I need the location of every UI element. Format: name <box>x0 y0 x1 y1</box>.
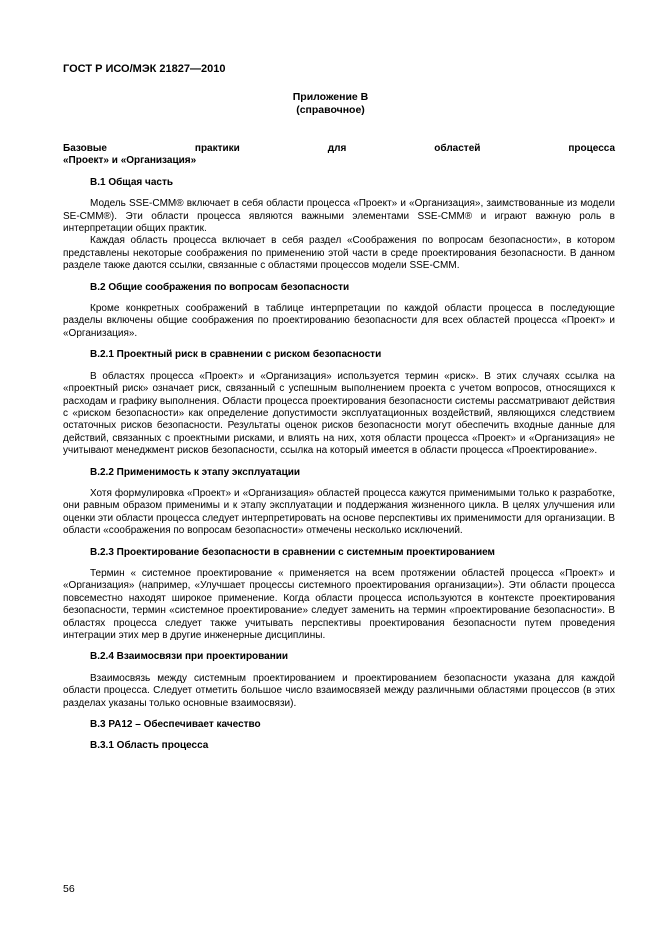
annex-title: Приложение В <box>292 91 369 103</box>
section-heading: В.2.3 Проектирование безопасности в сравнении с системным проектированием <box>90 546 495 558</box>
section-heading: В.2.2 Применимость к этапу эксплуатации <box>90 466 301 478</box>
paragraph: Хотя формулировка «Проект» и «Организация» областей процесса кажутся применимыми только к разработке, они равным образом применимы и к этапу эксплуатации и поддержания жизненного цикла. В целях улучшения или оценки эти области процесса следует интерпретировать на основе перспективы их применимости для организации. В области «соображения по вопросам безопасности» отмечены несколько исключений. <box>63 487 615 537</box>
doc-title-word: процесса <box>568 143 615 154</box>
page-number: 56 <box>63 883 75 895</box>
section-heading: В.3 РА12 – Обеспечивает качество <box>90 719 261 731</box>
doc-title-word: для <box>327 143 347 154</box>
section-heading: В.2.4 Взаимосвязи при проектировании <box>90 651 289 663</box>
annex-heading <box>0 91 661 116</box>
document-body <box>63 143 615 753</box>
doc-title-word: практики <box>194 143 240 154</box>
section-heading: В.3.1 Область процесса <box>90 740 209 752</box>
doc-title-word: Базовые <box>63 143 107 154</box>
section-heading: В.2.1 Проектный риск в сравнении с риском безопасности <box>90 349 382 361</box>
section-heading: В.2 Общие соображения по вопросам безопасности <box>90 281 350 293</box>
paragraph: Каждая область процесса включает в себя раздел «Соображения по вопросам безопасности», в котором представлены некоторые соображения по применению этой части в среде проектирования безопасности. В данном разделе также даются ссылки, связанные с областями процессов модели SSE-CMM. <box>63 235 615 272</box>
paragraph: Кроме конкретных соображений в таблице интерпретации по каждой области процесса в последующие разделы включены общие соображения по проектированию безопасности для всех областей процесса «Проект» и «Организация». <box>63 303 615 339</box>
standard-header: ГОСТ Р ИСО/МЭК 21827—2010 <box>63 63 226 75</box>
section-heading: В.1 Общая часть <box>90 176 174 188</box>
paragraph: Термин « системное проектирование « применяется на всем протяжении областей процесса «Проект» и «Организация» (например, «Улучшает процессы системного проектирования организации»). Эти области процесса повсеместно находят широкое применение. Когда области процесса используются в контексте проектирования безопасности, термин «системное проектирование» следует заменить на термин «проектирование безопасности». В областях процесса следует также учитывать перспективы проектирования безопасности путем проведения интеграции этих мер в другие инженерные дисциплины. <box>63 567 615 641</box>
doc-title-line2: «Проект» и «Организация» <box>63 155 197 167</box>
doc-title-word: областей <box>434 143 481 154</box>
doc-title-line1 <box>63 143 615 155</box>
paragraph: Модель SSE-CMM® включает в себя области процесса «Проект» и «Организация», заимствованные из модели SE-CMM®). Эти области процесса являются важными элементами SSE-CMM® и играют важную роль в интерпретации общих практик. <box>63 198 615 235</box>
paragraph: Взаимосвязь между системным проектированием и проектированием безопасности указана для каждой области процесса. Следует отметить большое число взаимосвязей между различными областями процессов (в этих разделах указаны только основные взаимосвязи). <box>63 672 615 709</box>
annex-subtitle: (справочное) <box>296 104 365 116</box>
paragraph: В областях процесса «Проект» и «Организация» используется термин «риск». В этих случаях ссылка на «проектный риск» означает риск, связанный с успешным выполнением проекта с учетом вопросов, относящихся к расходам и графику выполнения. Области процесса проектирования безопасности системы рассматривают действия с «риском безопасности» как определение допустимости эксплуатационных воздействий, являющихся следствием остаточных рисков безопасности. Результаты оценок рисков безопасности могут обеспечить входные данные для действий, связанных с проектными рисками, и влиять на них, хотя области процесса «Проект» и «Организация» не учитывают менеджмент рисков безопасности, ссылка на который имеется в области процесса «Проектирование». <box>63 370 615 457</box>
